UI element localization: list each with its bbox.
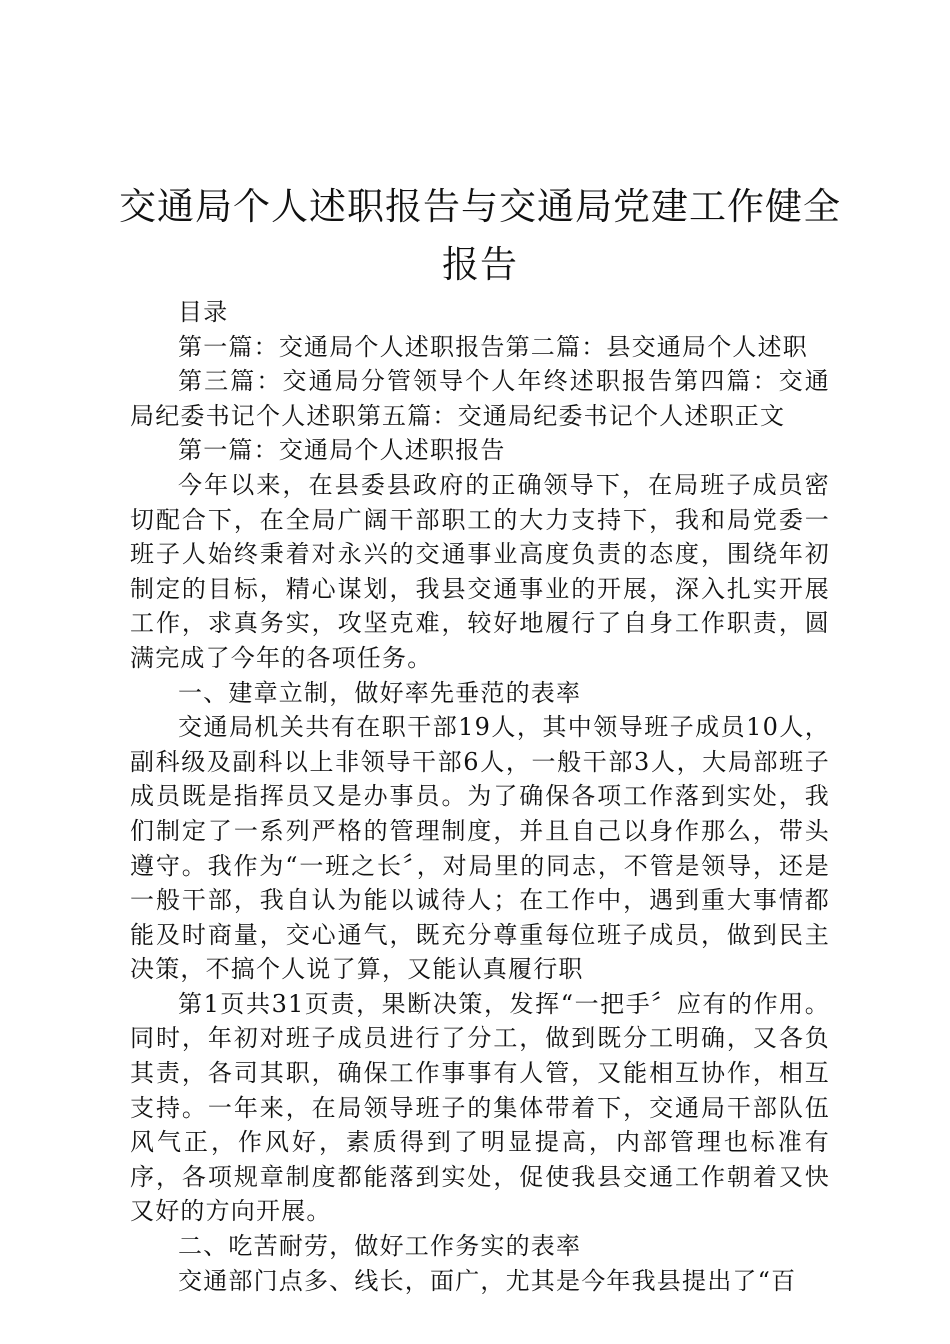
paragraph-body-1: 交通局机关共有在职干部19人，其中领导班子成员10人，副科级及副科以上非领导干部6人，一般干部3人，大局部班子成员既是指挥员又是办事员。为了确保各项工作落到实处，我们制定了一系列严格的管理制度，并且自己以身作那么，带头遵守。我作为“一班之长〞，对局里的同志，不管是领导，还是一般干部，我自认为能以诚待人；在工作中，遇到重大事情都能及时商量，交心通气，既充分尊重每位班子成员，做到民主决策，不搞个人说了算，又能认真履行职 xyxy=(130,713,830,984)
paragraph-section-heading: 第一篇：交通局个人述职报告 xyxy=(178,436,506,465)
paragraph-body-2: 第1页共31页责，果断决策，发挥“一把手〞应有的作用。同时，年初对班子成员进行了分工，做到既分工明确，又各负其责，各司其职，确保工作事事有人管，又能相互协作，相互支持。一年来，在局领导班子的集体带着下，交通局干部队伍风气正，作风好，素质得到了明显提高，内部管理也标准有序，各项规章制度都能落到实处，促使我县交通工作朝着又快又好的方向开展。 xyxy=(130,989,830,1226)
paragraph-toc-heading: 目录 xyxy=(178,298,229,326)
paragraph-toc-line-2: 第三篇：交通局分管领导个人年终述职报告第四篇：交通局纪委书记个人述职第五篇：交通局纪委书记个人述职正文 xyxy=(130,367,830,430)
paragraph-toc-line-1: 第一篇：交通局个人述职报告第二篇：县交通局个人述职 xyxy=(178,332,808,361)
paragraph-heading-1: 一、建章立制，做好率先垂范的表率 xyxy=(178,678,582,707)
document-body xyxy=(130,295,830,1298)
paragraph-intro: 今年以来，在县委县政府的正确领导下，在局班子成员密切配合下，在全局广阔干部职工的大力支持下，我和局党委一班子人始终秉着对永兴的交通事业高度负责的态度，围绕年初制定的目标，精心谋划，我县交通事业的开展，深入扎实开展工作，求真务实，攻坚克难，较好地履行了自身工作职责，圆满完成了今年的各项任务。 xyxy=(130,470,830,672)
paragraph-heading-2: 二、吃苦耐劳，做好工作务实的表率 xyxy=(178,1232,582,1261)
document-title: 交通局个人述职报告与交通局党建工作健全报告 xyxy=(119,185,841,286)
paragraph-body-3: 交通部门点多、线长，面广，尤其是今年我县提出了“百 xyxy=(178,1266,797,1295)
